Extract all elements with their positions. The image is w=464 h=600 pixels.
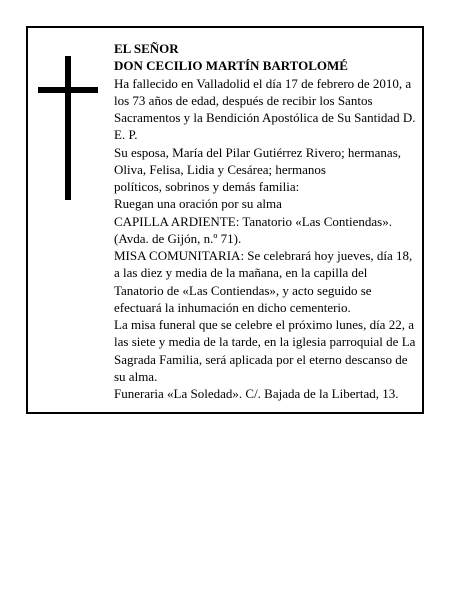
family-list: Su esposa, María del Pilar Gutiérrez Rivero; hermanas, Oliva, Felisa, Lidia y Cesárea; hermanos (114, 144, 401, 177)
death-announcement: Ha fallecido en Valladolid el día 17 de febrero de 2010, a los 73 años de edad, después de recibir los Santos Sacramentos y la Bendición Apostólica de Su Santidad D. E. P. (114, 75, 416, 143)
mass-info: MISA COMUNITARIA: Se celebrará hoy jueves, día 18, a las diez y media de la mañana, en la capilla del Tanatorio de «Las Contiendas», y acto seguido se efectuará la inhumación en dicho cementerio. (114, 248, 413, 315)
funeral-mass-info: La misa funeral que se celebre el próximo lunes, día 22, a las siete y media de la tarde, en la iglesia parroquial de La Sagrada Familia, será aplicada por el eterno descanso de su alma. (114, 317, 416, 384)
chapel-info: CAPILLA ARDIENTE: Tanatorio «Las Contiendas». (Avda. de Gijón, n.º 71). (114, 213, 392, 246)
obituary-notice (26, 26, 424, 414)
cross-icon (38, 56, 98, 200)
family-list-continued: políticos, sobrinos y demás familia: (114, 179, 300, 194)
deceased-name: DON CECILIO MARTÍN BARTOLOMÉ (114, 58, 348, 74)
prayer-request: Ruegan una oración por su alma (114, 196, 282, 212)
funeral-home: Funeraria «La Soledad». C/. Bajada de la Libertad, 13. (114, 386, 399, 401)
notice-title: EL SEÑOR (114, 41, 179, 56)
notice-text (114, 40, 420, 402)
